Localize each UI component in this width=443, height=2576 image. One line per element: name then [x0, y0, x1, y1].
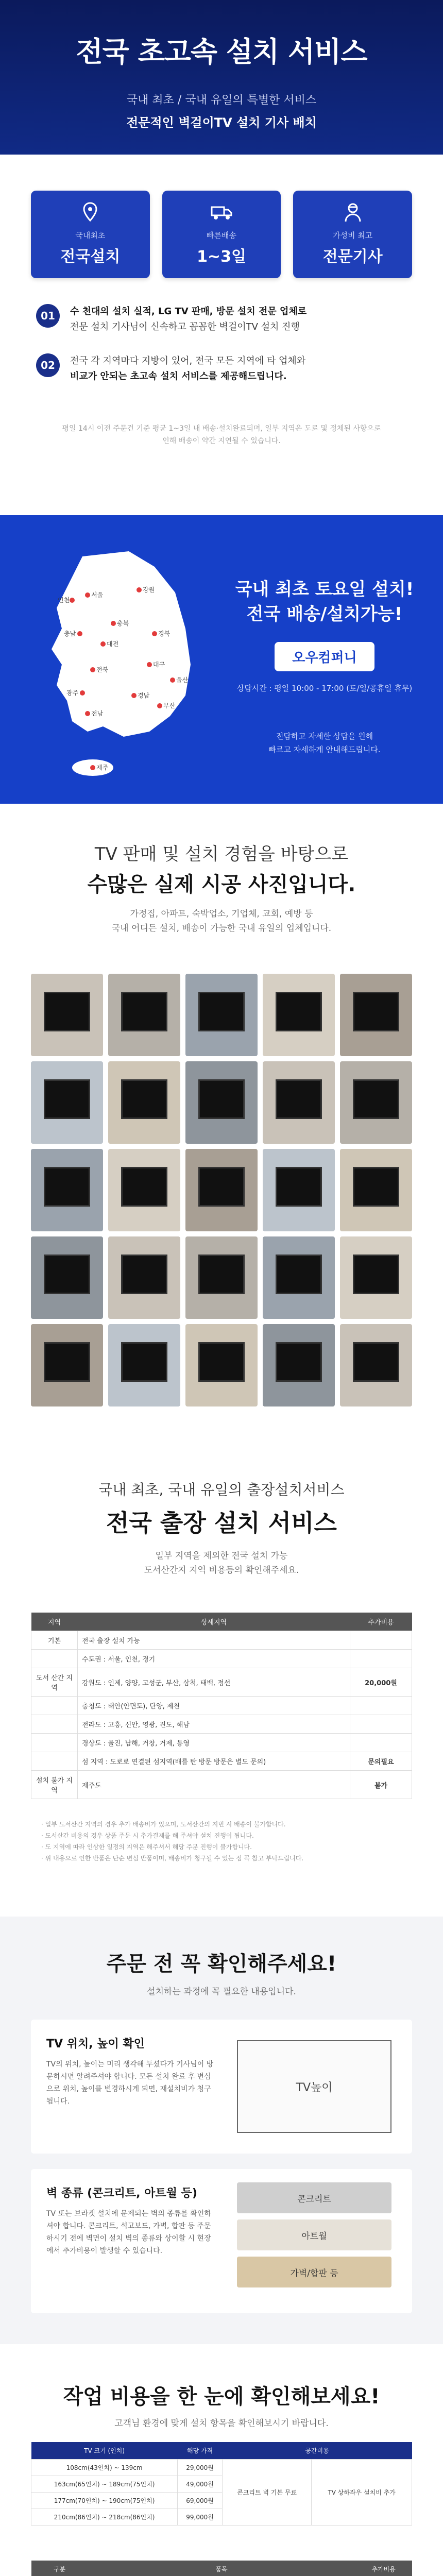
check-block-desc: TV 또는 브라켓 설치에 문제되는 벽의 종류를 확인하셔야 합니다. 콘크리트, 석고보드, 가벽, 합판 등 주문하시기 전에 벽면이 설치 벽의 종류와 상이할 시 현장에서 추가비용이 발생할 수 있습니다.: [46, 2210, 211, 2255]
point-number: 02: [36, 353, 60, 377]
gallery-title-1: TV 판매 및 설치 경험을 바탕으로: [94, 844, 349, 865]
service-note: · 일부 도서산간 지역의 경우 추가 배송비가 있으며, 도서산간의 지번 시 배송이 불가합니다.: [41, 1821, 286, 1828]
service-pretitle: 국내 최초, 국내 유일의 출장설치서비스: [98, 1481, 345, 1498]
map-city-label: 전남: [91, 710, 104, 717]
point-item: [36, 353, 407, 384]
photo-grid: [31, 974, 412, 1406]
install-photo: [31, 1061, 103, 1144]
table-row: [31, 1650, 412, 1668]
service-subtitle: [0, 1549, 443, 1578]
point-text: [70, 353, 305, 384]
map-city-label: 울산: [176, 676, 189, 684]
consult-hours: 상담시간 : 평일 10:00 - 17:00 (토/일/공휴일 휴무): [236, 684, 413, 693]
map-city-label: 인천: [58, 597, 70, 604]
table-cell: [350, 1631, 412, 1650]
location-icon: [79, 201, 101, 224]
table-cell: [31, 1697, 78, 1715]
tv-icon: [353, 992, 399, 1031]
hero-tagline: 전문적인 벽걸이TV 설치 기사 배치: [126, 115, 317, 130]
map-info: [227, 577, 422, 756]
table-cell: 전라도 : 고흥, 신안, 영광, 진도, 해남: [78, 1715, 350, 1734]
outbound-service-section: [0, 1458, 443, 1901]
install-photo: [108, 1236, 180, 1319]
point-line1: 전국 각 지역마다 지방이 있어, 전국 모든 지역에 타 업체와: [70, 355, 306, 366]
tv-icon: [44, 1167, 90, 1207]
pre-order-check-section: [0, 1917, 443, 2344]
table-cell: 29,000원: [178, 2460, 223, 2476]
tv-icon: [121, 992, 167, 1031]
service-title: 전국 출장 설치 서비스: [106, 1509, 337, 1537]
hero-section: [0, 0, 443, 505]
table-row: [31, 1631, 412, 1650]
map-city-label: 전북: [96, 666, 109, 673]
gallery-subtitle: [0, 907, 443, 936]
table-cell: 제주도: [78, 1771, 350, 1799]
check-block-tv-height: [31, 2020, 412, 2154]
table-cell: 수도권 : 서울, 인천, 경기: [78, 1650, 350, 1668]
table-row: [31, 1668, 412, 1697]
table-cell: [31, 1734, 78, 1752]
check-text: [46, 2184, 216, 2257]
table-cell: [350, 1715, 412, 1734]
gallery-sub-line: 가정집, 아파트, 숙박업소, 기업체, 교회, 예방 등: [130, 909, 313, 919]
table-row: [31, 2460, 412, 2476]
install-photo: [108, 974, 180, 1056]
check-block-title: 벽 종류 (콘크리트, 아트월 등): [46, 2187, 197, 2200]
tv-icon: [276, 1342, 322, 1382]
install-photo: [108, 1061, 180, 1144]
table-header: 지역: [31, 1613, 78, 1631]
tv-icon: [276, 1079, 322, 1119]
table-cell: 99,000원: [178, 2509, 223, 2526]
wall-type-list: [237, 2182, 391, 2294]
gallery-title-2: 수많은 실제 시공 사진입니다.: [87, 873, 356, 896]
table-header-row: [31, 2561, 412, 2576]
tv-icon: [353, 1255, 399, 1294]
table-row: [31, 1771, 412, 1799]
map-headline-2: 전국 배송/설치가능!: [246, 604, 403, 624]
install-photo: [185, 1324, 258, 1406]
table-cell: [31, 1650, 78, 1668]
company-button[interactable]: 오우컴퍼니: [275, 642, 374, 671]
hero-title: 전국 초고속 설치 서비스: [76, 36, 367, 68]
table-cell: 충청도 : 태안(안면도), 단양, 제천: [78, 1697, 350, 1715]
table-cell: 설치 불가 지역: [31, 1771, 78, 1799]
install-photo: [185, 1061, 258, 1144]
wall-type-concrete: 콘크리트: [237, 2182, 391, 2213]
install-photo: [185, 1149, 258, 1231]
table-header: 추가비용: [355, 2561, 412, 2576]
table-header: 품목: [88, 2561, 355, 2576]
check-block-desc: TV의 위치, 높이는 미리 생각해 두셨다가 기사님이 방문하시면 알려주셔야 합니다. 모든 설치 완료 후 변심으로 위치, 높이를 변경하시게 되면, 재설치비가 청구됩니다.: [46, 2060, 214, 2106]
table-header: TV 크기 (인치): [31, 2442, 178, 2460]
table-cell: [350, 1697, 412, 1715]
tv-icon: [44, 1342, 90, 1382]
tv-icon: [44, 1255, 90, 1294]
table-header: 공간비용: [223, 2442, 412, 2460]
install-photo: [31, 1149, 103, 1231]
map-city-label: 광주: [66, 689, 79, 697]
tv-icon: [121, 1342, 167, 1382]
install-photo: [340, 1236, 412, 1319]
check-block-wall-type: [31, 2169, 412, 2313]
install-photo: [263, 1149, 335, 1231]
map-city-label: 경남: [138, 692, 150, 699]
map-note-line: 빠르고 자세하게 안내해드립니다.: [268, 745, 381, 754]
map-city-label: 충북: [117, 620, 129, 627]
map-headline-1: 국내 최초 토요일 설치!: [235, 579, 414, 600]
table-row: [31, 1697, 412, 1715]
point-item: [36, 304, 407, 335]
install-photo: [108, 1149, 180, 1231]
map-city-label: 경북: [158, 630, 171, 637]
tv-icon: [198, 1079, 245, 1119]
install-photo: [340, 974, 412, 1056]
service-note: · 도서산간 비용의 경우 상품 주문 시 추가결제를 해 주셔야 설치 진행이 됩니다.: [41, 1832, 254, 1839]
gallery-header: [0, 840, 443, 936]
service-sub-line: 일부 지역을 제외한 전국 설치 가능: [155, 1551, 288, 1561]
check-header: [0, 1917, 443, 1997]
pricing-header: [0, 2365, 443, 2429]
card-big: 전국설치: [60, 248, 121, 266]
card-small: 가성비 최고: [333, 231, 373, 240]
check-block-title: TV 위치, 높이 확인: [46, 2038, 145, 2050]
tv-icon: [353, 1167, 399, 1207]
install-photo: [31, 1324, 103, 1406]
install-photo: [340, 1149, 412, 1231]
table-row: [31, 1715, 412, 1734]
card-big: 전문기사: [322, 248, 383, 266]
table-header: 상세지역: [78, 1613, 350, 1631]
tv-icon: [44, 992, 90, 1031]
install-photo: [263, 974, 335, 1056]
check-subtitle: 설치하는 과정에 꼭 필요한 내용입니다.: [147, 1987, 296, 1997]
table-cell: 210cm(86인치) ~ 218cm(86인치): [31, 2509, 178, 2526]
tv-icon: [353, 1342, 399, 1382]
install-photo: [31, 974, 103, 1056]
card-big: 1~3일: [197, 248, 246, 266]
install-photo: [263, 1324, 335, 1406]
table-cell: 불가: [350, 1771, 412, 1799]
tv-icon: [198, 1167, 245, 1207]
extra-cost-table: [31, 2561, 412, 2576]
tv-icon: [198, 1342, 245, 1382]
korea-map: [21, 546, 216, 783]
pricing-title: 작업 비용을 한 눈에 확인해보세요!: [63, 2385, 380, 2409]
pricing-subtitle: 고객님 환경에 맞게 설치 항목을 확인해보시기 바랍니다.: [114, 2418, 329, 2429]
feature-card-install: [31, 191, 150, 278]
install-photo: [31, 1236, 103, 1319]
table-header-row: [31, 2442, 412, 2460]
tv-icon: [198, 992, 245, 1031]
table-cell: 섬 지역 : 도로로 연결된 섬지역(배를 탄 방문 방문은 별도 문의): [78, 1752, 350, 1771]
map-city-label: 서울: [91, 591, 104, 599]
install-photo: [185, 974, 258, 1056]
table-cell: 108cm(43인치) ~ 139cm: [31, 2460, 178, 2476]
card-small: 빠른배송: [207, 231, 236, 240]
service-note: · 위 내용으로 인한 반품은 단순 변심 반품이며, 배송비가 청구될 수 있는 점 꼭 참고 부탁드립니다.: [41, 1855, 304, 1862]
service-notes: [41, 1819, 402, 1864]
map-city-label: 부산: [163, 702, 176, 709]
point-line1: 수 천대의 설치 실적, LG TV 판매, 방문 설치 전문 업체로: [70, 306, 307, 317]
wall-type-plywood: 가벽/합판 등: [237, 2257, 391, 2287]
size-price-table: [31, 2442, 412, 2526]
tv-icon: [121, 1167, 167, 1207]
map-city-label: 대구: [153, 661, 165, 668]
install-gallery-section: [0, 829, 443, 1401]
hero-banner: [0, 0, 443, 155]
point-line2: 전문 설치 기사님이 신속하고 꼼꼼한 벽걸이TV 설치 진행: [70, 321, 300, 332]
table-cell: [350, 1650, 412, 1668]
tv-icon: [353, 1079, 399, 1119]
key-points: [36, 304, 407, 403]
tv-icon: [121, 1079, 167, 1119]
table-cell: 도서 산간 지역: [31, 1668, 78, 1697]
table-cell: [31, 1715, 78, 1734]
check-text: [46, 2035, 216, 2108]
table-cell: TV 상하좌우 설치비 추가: [312, 2460, 412, 2526]
table-cell: 전국 출장 설치 가능: [78, 1631, 350, 1650]
install-photo: [340, 1324, 412, 1406]
hero-note: 평일 14시 이전 주문건 기준 평균 1~3일 내 배송·설치완료되며, 일부 지역은 도로 및 정체된 사항으로 인해 배송이 약간 지연될 수 있습니다.: [62, 425, 381, 445]
table-cell: [350, 1734, 412, 1752]
engineer-icon: [342, 201, 364, 224]
tv-icon: [276, 992, 322, 1031]
tv-icon: [121, 1255, 167, 1294]
map-note: [227, 730, 422, 756]
table-cell: 69,000원: [178, 2493, 223, 2509]
table-header-row: [31, 1613, 412, 1631]
table-cell: 20,000원: [350, 1668, 412, 1697]
table-cell: [31, 1752, 78, 1771]
tv-icon: [276, 1167, 322, 1207]
coverage-map-section: [0, 515, 443, 804]
wall-type-artwall: 아트월: [237, 2219, 391, 2250]
map-note-line: 전담하고 자세한 상담을 원해: [276, 732, 373, 741]
service-header: [0, 1458, 443, 1578]
tv-icon: [198, 1255, 245, 1294]
service-note: · 도 지역에 따라 인상한 일정의 지역은 해주셔서 해당 주문 진행이 불가합니다.: [41, 1843, 252, 1851]
region-cost-table: [31, 1613, 412, 1799]
feature-cards: [31, 191, 412, 278]
map-city-label: 충남: [64, 630, 76, 637]
pricing-section: [0, 2365, 443, 2576]
tv-icon: [44, 1079, 90, 1119]
table-cell: 문의필요: [350, 1752, 412, 1771]
table-cell: 경상도 : 울진, 남해, 거창, 거제, 통영: [78, 1734, 350, 1752]
install-photo: [340, 1061, 412, 1144]
truck-icon: [210, 201, 233, 224]
map-city-label: 제주: [96, 764, 109, 771]
table-row: [31, 1734, 412, 1752]
table-cell: 163cm(65인치) ~ 189cm(75인치): [31, 2476, 178, 2493]
map-city-label: 대전: [107, 640, 119, 648]
card-small: 국내최초: [75, 231, 106, 240]
tv-height-illustration: TV높이: [237, 2040, 391, 2133]
point-number: 01: [36, 304, 60, 328]
install-photo: [263, 1061, 335, 1144]
point-line2: 비교가 안되는 초고속 설치 서비스를 제공해드립니다.: [70, 371, 287, 382]
map-city-label: 강원: [143, 586, 155, 594]
table-header: 추가비용: [350, 1613, 412, 1631]
table-cell: 기본: [31, 1631, 78, 1650]
tv-icon: [276, 1255, 322, 1294]
table-cell: 강원도 : 인제, 양양, 고성군, 부산, 삼척, 태백, 정선: [78, 1668, 350, 1697]
feature-card-engineer: [293, 191, 412, 278]
table-header: 구분: [31, 2561, 88, 2576]
table-cell: 177cm(70인치) ~ 190cm(75인치): [31, 2493, 178, 2509]
table-cell: 49,000원: [178, 2476, 223, 2493]
feature-card-delivery: [162, 191, 281, 278]
install-photo: [185, 1236, 258, 1319]
table-header: 해당 가격: [178, 2442, 223, 2460]
table-cell: 콘크리트 벽 기본 무료: [223, 2460, 312, 2526]
point-text: [70, 304, 306, 335]
gallery-sub-line: 국내 어디든 설치, 배송이 가능한 국내 유일의 업체입니다.: [111, 923, 332, 934]
install-photo: [263, 1236, 335, 1319]
table-row: [31, 1752, 412, 1771]
check-title: 주문 전 꼭 확인해주세요!: [106, 1952, 337, 1976]
service-sub-line: 도서산간지 지역 비용등의 확인해주세요.: [144, 1565, 299, 1575]
hero-subtitle: 국내 최초 / 국내 유일의 특별한 서비스: [126, 94, 317, 107]
install-photo: [108, 1324, 180, 1406]
